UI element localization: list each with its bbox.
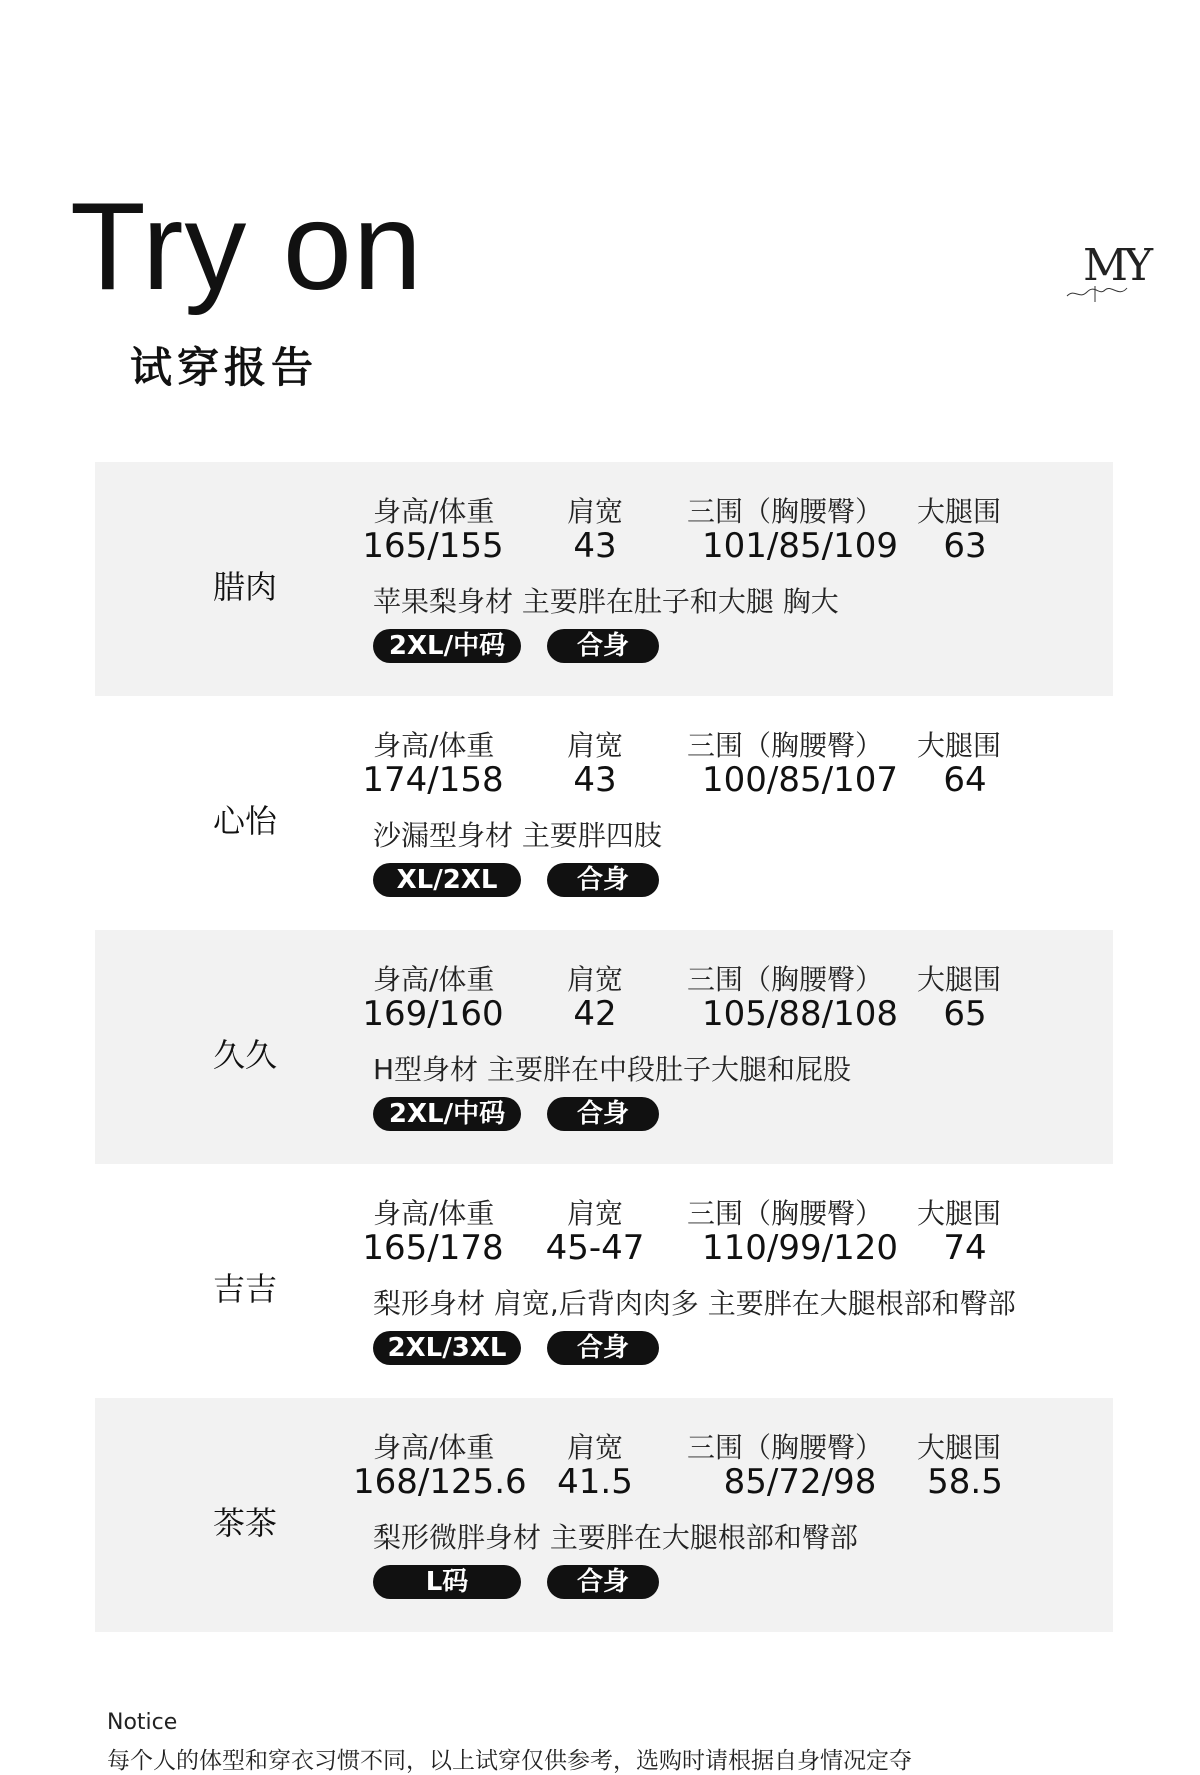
measurements-value: 110/99/120: [702, 1228, 898, 1268]
measurements-label: 三围（胸腰臀）: [687, 1197, 884, 1230]
thigh-label: 大腿围: [917, 729, 1002, 762]
shoulder-value: 42: [573, 994, 617, 1034]
model-row: [95, 462, 1113, 696]
notice-text: 每个人的体型和穿衣习惯不同，以上试穿仅供参考，选购时请根据自身情况定夺: [107, 1748, 912, 1774]
thigh-value: 74: [943, 1228, 987, 1268]
shoulder-label: 肩宽: [567, 729, 624, 762]
model-row: [95, 1164, 1113, 1398]
measurements-value: 101/85/109: [702, 526, 898, 566]
fit-badge: 合身: [547, 863, 659, 897]
brand-logo-text: MY: [1083, 240, 1150, 291]
shoulder-value: 43: [573, 760, 617, 800]
body-description: 梨形微胖身材 主要胖在大腿根部和臀部: [373, 1521, 858, 1554]
shoulder-label: 肩宽: [567, 963, 624, 996]
model-name: 久久: [212, 1036, 277, 1074]
thigh-value: 63: [943, 526, 987, 566]
height-weight-value: 165/178: [362, 1228, 504, 1268]
height-weight-value: 168/125.6: [353, 1462, 527, 1502]
body-description: 沙漏型身材 主要胖四肢: [373, 819, 662, 852]
body-description: H型身材 主要胖在中段肚子大腿和屁股: [373, 1053, 851, 1086]
shoulder-value: 43: [573, 526, 617, 566]
model-row: [95, 1398, 1113, 1632]
thigh-value: 65: [943, 994, 987, 1034]
model-row: [95, 696, 1113, 930]
shoulder-label: 肩宽: [567, 1431, 624, 1464]
model-row: [95, 930, 1113, 1164]
body-description: 梨形身材 肩宽,后背肉肉多 主要胖在大腿根部和臀部: [373, 1287, 1016, 1320]
measurements-label: 三围（胸腰臀）: [687, 1431, 884, 1464]
page-title-english: Try on: [70, 178, 423, 316]
shoulder-label: 肩宽: [567, 495, 624, 528]
model-name: 心怡: [212, 802, 277, 840]
model-name: 吉吉: [212, 1270, 277, 1308]
size-badge: L码: [373, 1565, 521, 1599]
thigh-label: 大腿围: [917, 963, 1002, 996]
measurements-value: 85/72/98: [723, 1462, 877, 1502]
thigh-label: 大腿围: [917, 1431, 1002, 1464]
height-weight-label: 身高/体重: [373, 495, 495, 528]
shoulder-value: 45-47: [545, 1228, 645, 1268]
size-badge: 2XL/3XL: [373, 1331, 521, 1365]
measurements-value: 100/85/107: [702, 760, 898, 800]
fit-badge: 合身: [547, 1331, 659, 1365]
thigh-label: 大腿围: [917, 1197, 1002, 1230]
thigh-value: 64: [943, 760, 987, 800]
height-weight-value: 165/155: [362, 526, 504, 566]
height-weight-label: 身高/体重: [373, 1431, 495, 1464]
size-badge: 2XL/中码: [373, 629, 521, 663]
model-name: 茶茶: [212, 1504, 277, 1542]
height-weight-label: 身高/体重: [373, 1197, 495, 1230]
height-weight-label: 身高/体重: [373, 963, 495, 996]
fit-badge: 合身: [547, 629, 659, 663]
fit-badge: 合身: [547, 1565, 659, 1599]
fit-badge: 合身: [547, 1097, 659, 1131]
signature-script-icon: [1065, 282, 1129, 302]
shoulder-value: 41.5: [557, 1462, 633, 1502]
shoulder-label: 肩宽: [567, 1197, 624, 1230]
size-badge: XL/2XL: [373, 863, 521, 897]
notice-title: Notice: [107, 1710, 178, 1735]
page-title-chinese: 试穿报告: [130, 343, 319, 392]
thigh-label: 大腿围: [917, 495, 1002, 528]
try-on-table: [95, 462, 1113, 1632]
measurements-label: 三围（胸腰臀）: [687, 495, 884, 528]
model-name: 腊肉: [212, 568, 277, 606]
body-description: 苹果梨身材 主要胖在肚子和大腿 胸大: [373, 585, 839, 618]
height-weight-label: 身高/体重: [373, 729, 495, 762]
size-badge: 2XL/中码: [373, 1097, 521, 1131]
measurements-value: 105/88/108: [702, 994, 898, 1034]
height-weight-value: 174/158: [362, 760, 504, 800]
brand-logo: [1065, 240, 1155, 310]
height-weight-value: 169/160: [362, 994, 504, 1034]
measurements-label: 三围（胸腰臀）: [687, 963, 884, 996]
measurements-label: 三围（胸腰臀）: [687, 729, 884, 762]
thigh-value: 58.5: [927, 1462, 1003, 1502]
